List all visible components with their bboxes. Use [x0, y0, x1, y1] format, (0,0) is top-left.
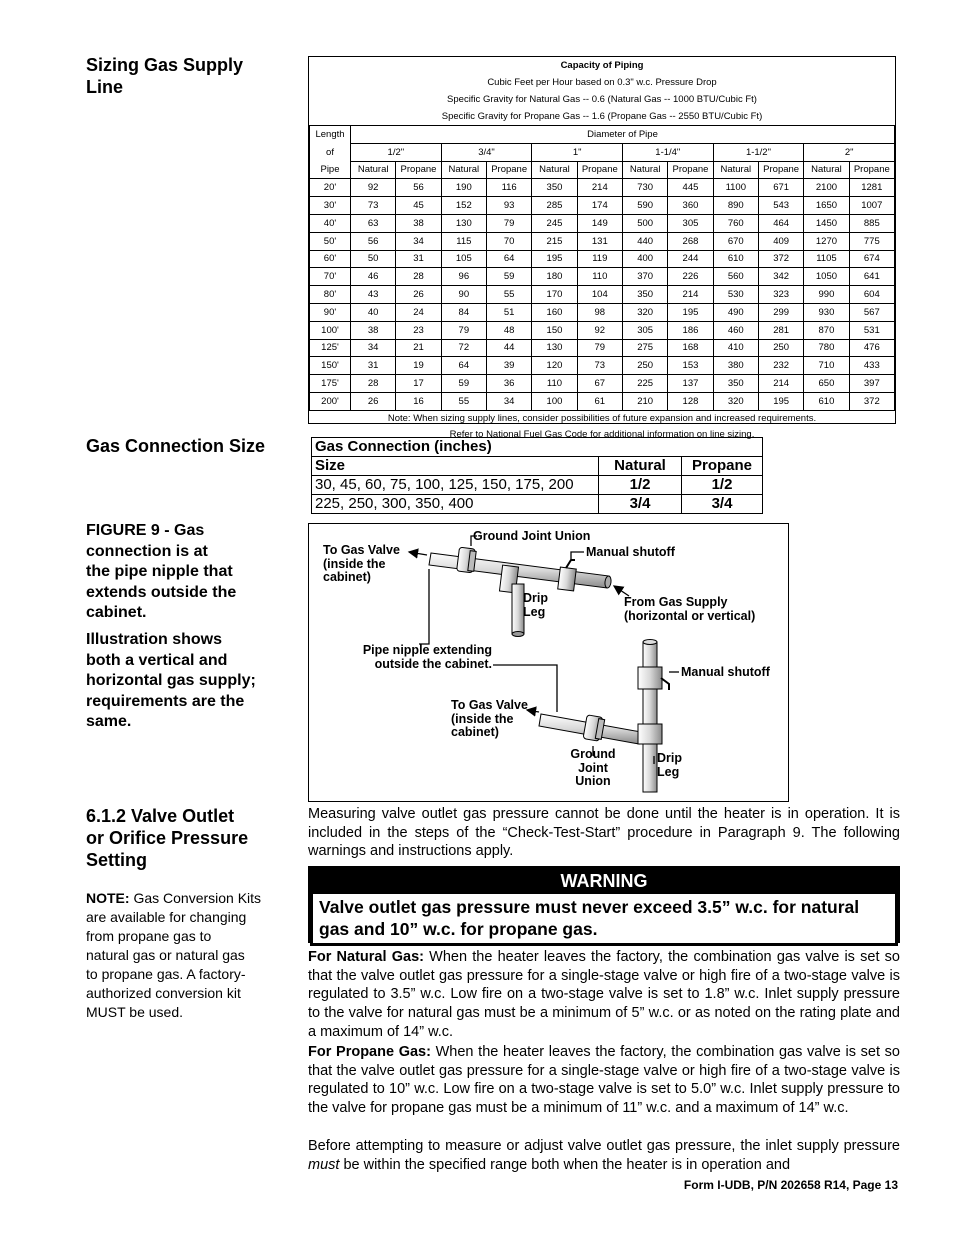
capacity-of-piping-table [308, 56, 896, 441]
capacity-cell: 610 [713, 250, 758, 268]
propane-subheader: Propane [758, 161, 803, 179]
to-gas-valve-label-upper: To Gas Valve (inside the cabinet) [323, 543, 400, 584]
pipe-length-cell: 100' [310, 321, 351, 339]
capacity-cell: 285 [532, 197, 577, 215]
capacity-cell: 28 [351, 375, 396, 393]
table-row [310, 321, 895, 339]
capacity-cell: 48 [486, 321, 531, 339]
capacity-cell: 120 [532, 357, 577, 375]
capacity-cell: 64 [441, 357, 486, 375]
warning-title: WARNING [310, 868, 898, 894]
sizing-note: Refer to National Fuel Gas Code for additional information on line sizing. [449, 429, 755, 441]
capacity-cell: 281 [758, 321, 803, 339]
capacity-cell: 440 [622, 232, 667, 250]
capacity-cell: 305 [622, 321, 667, 339]
table-row [310, 357, 895, 375]
capacity-cell: 195 [668, 303, 713, 321]
capacity-cell: 195 [758, 392, 803, 410]
propane-cell: 1/2 [682, 476, 763, 495]
capacity-cell: 150 [532, 321, 577, 339]
capacity-cell: 73 [351, 197, 396, 215]
capacity-cell: 149 [577, 214, 622, 232]
table-row [310, 179, 895, 197]
pipe-length-cell: 60' [310, 250, 351, 268]
capacity-cell: 214 [577, 179, 622, 197]
pipe-length-cell: 150' [310, 357, 351, 375]
capacity-cell: 445 [668, 179, 713, 197]
size-column-header: Size [312, 457, 599, 476]
propane-subheader: Propane [486, 161, 531, 179]
capacity-cell: 170 [532, 286, 577, 304]
capacity-cell: 59 [486, 268, 531, 286]
capacity-cell: 72 [441, 339, 486, 357]
capacity-cell: 1450 [804, 214, 849, 232]
capacity-cell: 1100 [713, 179, 758, 197]
figure-caption: FIGURE 9 - Gas connection is at the pipe nipple that extends outside the cabinet. [86, 522, 237, 621]
propane-subheader: Propane [668, 161, 713, 179]
capacity-cell: 990 [804, 286, 849, 304]
capacity-cell: 31 [351, 357, 396, 375]
capacity-cell: 560 [713, 268, 758, 286]
capacity-cell: 232 [758, 357, 803, 375]
capacity-cell: 590 [622, 197, 667, 215]
capacity-cell: 44 [486, 339, 531, 357]
size-header: 2" [804, 143, 895, 161]
capacity-cell: 24 [396, 303, 441, 321]
table-row [310, 303, 895, 321]
capacity-cell: 130 [441, 214, 486, 232]
capacity-cell: 55 [441, 392, 486, 410]
capacity-cell: 180 [532, 268, 577, 286]
capacity-cell: 98 [577, 303, 622, 321]
capacity-cell: 350 [532, 179, 577, 197]
capacity-cell: 370 [622, 268, 667, 286]
capacity-cell: 350 [713, 375, 758, 393]
gas-connection-heading: Gas Connection Size [86, 436, 266, 456]
natural-subheader: Natural [804, 161, 849, 179]
capacity-cell: 92 [577, 321, 622, 339]
capacity-cell: 710 [804, 357, 849, 375]
intro-paragraph: Measuring valve outlet gas pressure cannot be done until the heater is in operation. It is included in the steps of the “Check-Test-Start” procedure in Paragraph 9. The following warnings and instructions apply. [308, 806, 900, 860]
capacity-cell: 409 [758, 232, 803, 250]
pipe-length-cell: 20' [310, 179, 351, 197]
natural-subheader: Natural [441, 161, 486, 179]
note-label: NOTE: [86, 890, 130, 906]
capacity-cell: 730 [622, 179, 667, 197]
propane-gas-label: For Propane Gas: [308, 1044, 431, 1060]
capacity-cell: 380 [713, 357, 758, 375]
capacity-cell: 186 [668, 321, 713, 339]
capacity-cell: 567 [849, 303, 894, 321]
capacity-cell: 131 [577, 232, 622, 250]
natural-cell: 3/4 [599, 495, 682, 514]
to-gas-valve-label-lower: To Gas Valve (inside the cabinet) [451, 698, 528, 739]
capacity-cell: 210 [622, 392, 667, 410]
table-row [310, 250, 895, 268]
pipe-length-cell: 125' [310, 339, 351, 357]
capacity-cell: 23 [396, 321, 441, 339]
capacity-cell: 604 [849, 286, 894, 304]
capacity-cell: 56 [396, 179, 441, 197]
capacity-cell: 59 [441, 375, 486, 393]
capacity-cell: 64 [486, 250, 531, 268]
capacity-cell: 45 [396, 197, 441, 215]
capacity-cell: 26 [396, 286, 441, 304]
warning-box [308, 866, 900, 943]
capacity-cell: 641 [849, 268, 894, 286]
capacity-cell: 50 [351, 250, 396, 268]
propane-column-header: Propane [682, 457, 763, 476]
drip-leg-label-lower: Drip Leg [657, 751, 682, 779]
capacity-cell: 17 [396, 375, 441, 393]
capacity-cell: 153 [668, 357, 713, 375]
capacity-cell: 31 [396, 250, 441, 268]
capacity-cell: 67 [577, 375, 622, 393]
manual-shutoff-label-upper: Manual shutoff [586, 545, 675, 559]
table-row [310, 339, 895, 357]
capacity-cell: 870 [804, 321, 849, 339]
pipe-length-cell: 30' [310, 197, 351, 215]
capacity-cell: 56 [351, 232, 396, 250]
capacity-cell: 670 [713, 232, 758, 250]
capacity-cell: 323 [758, 286, 803, 304]
capacity-cell: 244 [668, 250, 713, 268]
capacity-cell: 226 [668, 268, 713, 286]
propane-gas-paragraph: For Propane Gas: When the heater leaves the factory, the combination gas valve is set so that the valve outlet gas pressure for a single-stage valve or high fire of a two-stage valve is regulated to 10” w.c. Low fire on a two-stage valve is set to 5.0” w.c. Inlet supply pressure to the valve for propane gas must be a minimum of 11” w.c. and a maximum of 14” w.c. [308, 1044, 900, 1117]
capacity-cell: 130 [532, 339, 577, 357]
illustration-note: Illustration shows both a vertical and horizontal gas supply; requirements are the same. [86, 631, 256, 730]
capacity-cell: 70 [486, 232, 531, 250]
natural-subheader: Natural [532, 161, 577, 179]
capacity-cell: 1050 [804, 268, 849, 286]
natural-column-header: Natural [599, 457, 682, 476]
pipe-length-cell: 70' [310, 268, 351, 286]
ground-joint-union-label-lower: Ground Joint Union [570, 747, 616, 788]
pipe-length-cell: 80' [310, 286, 351, 304]
diameter-header: Diameter of Pipe [351, 126, 895, 144]
capacity-cell: 110 [532, 375, 577, 393]
capacity-title: Capacity of Piping [560, 60, 644, 71]
capacity-cell: 885 [849, 214, 894, 232]
size-cell: 225, 250, 300, 350, 400 [312, 495, 599, 514]
capacity-cell: 543 [758, 197, 803, 215]
size-header: 1-1/2" [713, 143, 804, 161]
capacity-cell: 214 [668, 286, 713, 304]
capacity-cell: 305 [668, 214, 713, 232]
capacity-cell: 320 [622, 303, 667, 321]
gas-connection-title: Gas Connection (inches) [312, 438, 763, 457]
natural-subheader: Natural [622, 161, 667, 179]
capacity-cell: 21 [396, 339, 441, 357]
capacity-cell: 530 [713, 286, 758, 304]
capacity-cell: 19 [396, 357, 441, 375]
table-row [310, 286, 895, 304]
length-header-of: of [310, 143, 351, 161]
before-measuring-paragraph: Before attempting to measure or adjust valve outlet gas pressure, the inlet supply pressure must be within the specified range both when the heater is in operation and [308, 1138, 900, 1173]
capacity-cell: 93 [486, 197, 531, 215]
valve-outlet-heading: 6.1.2 Valve Outlet or Orifice Pressure Setting [86, 806, 249, 870]
capacity-cell: 531 [849, 321, 894, 339]
capacity-cell: 397 [849, 375, 894, 393]
warning-text: Valve outlet gas pressure must never exceed 3.5” w.c. for natural gas and 10” w.c. for propane gas. [313, 894, 895, 943]
capacity-cell: 51 [486, 303, 531, 321]
capacity-cell: 476 [849, 339, 894, 357]
page-footer: Form I-UDB, P/N 202658 R14, Page 13 [683, 1178, 898, 1192]
capacity-cell: 780 [804, 339, 849, 357]
capacity-cell: 79 [441, 321, 486, 339]
capacity-cell: 128 [668, 392, 713, 410]
capacity-cell: 400 [622, 250, 667, 268]
table-row [310, 214, 895, 232]
capacity-cell: 1281 [849, 179, 894, 197]
capacity-cell: 360 [668, 197, 713, 215]
sizing-note: Note: When sizing supply lines, consider possibilities of future expansion and increased requirements. [310, 410, 895, 427]
size-header: 1-1/4" [622, 143, 713, 161]
size-header: 1" [532, 143, 623, 161]
capacity-cell: 28 [396, 268, 441, 286]
capacity-cell: 1270 [804, 232, 849, 250]
capacity-cell: 110 [577, 268, 622, 286]
capacity-cell: 650 [804, 375, 849, 393]
table-row [312, 495, 763, 514]
capacity-cell: 350 [622, 286, 667, 304]
capacity-cell: 433 [849, 357, 894, 375]
capacity-cell: 214 [758, 375, 803, 393]
capacity-cell: 490 [713, 303, 758, 321]
capacity-cell: 116 [486, 179, 531, 197]
capacity-cell: 73 [577, 357, 622, 375]
gas-connection-figure [308, 523, 789, 802]
capacity-cell: 43 [351, 286, 396, 304]
capacity-cell: 34 [351, 339, 396, 357]
size-header: 3/4" [441, 143, 532, 161]
capacity-cell: 372 [758, 250, 803, 268]
propane-gravity-note: Specific Gravity for Propane Gas -- 1.6 (Propane Gas -- 2550 BTU/Cubic Ft) [441, 111, 763, 122]
capacity-table [309, 57, 895, 443]
pipe-length-cell: 40' [310, 214, 351, 232]
from-gas-supply-label: From Gas Supply (horizontal or vertical) [624, 595, 756, 623]
capacity-subtitle: Cubic Feet per Hour based on 0.3" w.c. Pressure Drop [487, 77, 717, 88]
capacity-cell: 460 [713, 321, 758, 339]
capacity-cell: 760 [713, 214, 758, 232]
capacity-cell: 174 [577, 197, 622, 215]
capacity-cell: 342 [758, 268, 803, 286]
table-row [310, 197, 895, 215]
manual-shutoff-label-lower: Manual shutoff [681, 665, 770, 679]
capacity-cell: 61 [577, 392, 622, 410]
capacity-cell: 137 [668, 375, 713, 393]
capacity-cell: 40 [351, 303, 396, 321]
upper-pipe-assembly [429, 547, 612, 636]
capacity-cell: 372 [849, 392, 894, 410]
natural-cell: 1/2 [599, 476, 682, 495]
capacity-cell: 115 [441, 232, 486, 250]
capacity-cell: 1650 [804, 197, 849, 215]
capacity-cell: 299 [758, 303, 803, 321]
capacity-cell: 55 [486, 286, 531, 304]
capacity-cell: 100 [532, 392, 577, 410]
pipe-length-cell: 175' [310, 375, 351, 393]
capacity-cell: 930 [804, 303, 849, 321]
pipe-length-cell: 50' [310, 232, 351, 250]
capacity-cell: 152 [441, 197, 486, 215]
capacity-cell: 168 [668, 339, 713, 357]
capacity-cell: 671 [758, 179, 803, 197]
natural-gas-label: For Natural Gas: [308, 949, 424, 965]
capacity-cell: 104 [577, 286, 622, 304]
pipe-nipple-label: Pipe nipple extending outside the cabinet. [362, 643, 492, 671]
capacity-cell: 79 [486, 214, 531, 232]
capacity-cell: 215 [532, 232, 577, 250]
propane-cell: 3/4 [682, 495, 763, 514]
capacity-cell: 39 [486, 357, 531, 375]
capacity-cell: 79 [577, 339, 622, 357]
capacity-cell: 34 [486, 392, 531, 410]
gas-connection-table [311, 437, 763, 514]
capacity-cell: 320 [713, 392, 758, 410]
capacity-cell: 775 [849, 232, 894, 250]
capacity-cell: 26 [351, 392, 396, 410]
natural-gravity-note: Specific Gravity for Natural Gas -- 0.6 (Natural Gas -- 1000 BTU/Cubic Ft) [447, 94, 757, 105]
conversion-kit-note: NOTE: Gas Conversion Kits are available for changing from propane gas to natural gas or natural gas to propane gas. A factory- authorized conversion kit MUST be used. [86, 890, 262, 1020]
capacity-cell: 275 [622, 339, 667, 357]
natural-gas-paragraph: For Natural Gas: When the heater leaves the factory, the combination gas valve is set so that the valve outlet gas pressure for a single-stage valve or high fire of a two-stage valve is regulated to 3.5” w.c. Low fire on a two-stage valve is set to 1.8” w.c. Inlet supply pressure to the valve for natural gas must be a minimum of 5” w.c. or as noted on the rating plate and a maximum of 14” w.c. [308, 949, 901, 1040]
ground-joint-union-label-upper: Ground Joint Union [473, 529, 591, 543]
table-row [310, 392, 895, 410]
table-row [310, 375, 895, 393]
capacity-cell: 2100 [804, 179, 849, 197]
capacity-cell: 90 [441, 286, 486, 304]
capacity-cell: 195 [532, 250, 577, 268]
propane-subheader: Propane [849, 161, 894, 179]
capacity-cell: 225 [622, 375, 667, 393]
capacity-cell: 245 [532, 214, 577, 232]
drip-leg-label-upper: Drip Leg [523, 591, 548, 619]
capacity-cell: 464 [758, 214, 803, 232]
capacity-cell: 250 [758, 339, 803, 357]
capacity-cell: 96 [441, 268, 486, 286]
capacity-cell: 16 [396, 392, 441, 410]
capacity-cell: 610 [804, 392, 849, 410]
capacity-cell: 250 [622, 357, 667, 375]
capacity-cell: 190 [441, 179, 486, 197]
capacity-cell: 1105 [804, 250, 849, 268]
table-row [310, 232, 895, 250]
capacity-cell: 890 [713, 197, 758, 215]
length-header-pipe: Pipe [310, 161, 351, 179]
capacity-cell: 160 [532, 303, 577, 321]
table-row [312, 476, 763, 495]
capacity-cell: 34 [396, 232, 441, 250]
capacity-cell: 674 [849, 250, 894, 268]
pipe-length-cell: 200' [310, 392, 351, 410]
pipe-length-cell: 90' [310, 303, 351, 321]
size-cell: 30, 45, 60, 75, 100, 125, 150, 175, 200 [312, 476, 599, 495]
length-header: Length [310, 126, 351, 144]
capacity-cell: 119 [577, 250, 622, 268]
capacity-cell: 36 [486, 375, 531, 393]
capacity-cell: 63 [351, 214, 396, 232]
capacity-cell: 105 [441, 250, 486, 268]
natural-subheader: Natural [351, 161, 396, 179]
table-row [310, 268, 895, 286]
capacity-cell: 268 [668, 232, 713, 250]
sizing-heading: Sizing Gas Supply Line [86, 55, 244, 97]
capacity-cell: 410 [713, 339, 758, 357]
propane-subheader: Propane [396, 161, 441, 179]
capacity-cell: 38 [396, 214, 441, 232]
capacity-cell: 84 [441, 303, 486, 321]
capacity-cell: 46 [351, 268, 396, 286]
size-header: 1/2" [351, 143, 442, 161]
capacity-cell: 500 [622, 214, 667, 232]
natural-subheader: Natural [713, 161, 758, 179]
capacity-cell: 92 [351, 179, 396, 197]
propane-subheader: Propane [577, 161, 622, 179]
capacity-cell: 38 [351, 321, 396, 339]
capacity-cell: 1007 [849, 197, 894, 215]
